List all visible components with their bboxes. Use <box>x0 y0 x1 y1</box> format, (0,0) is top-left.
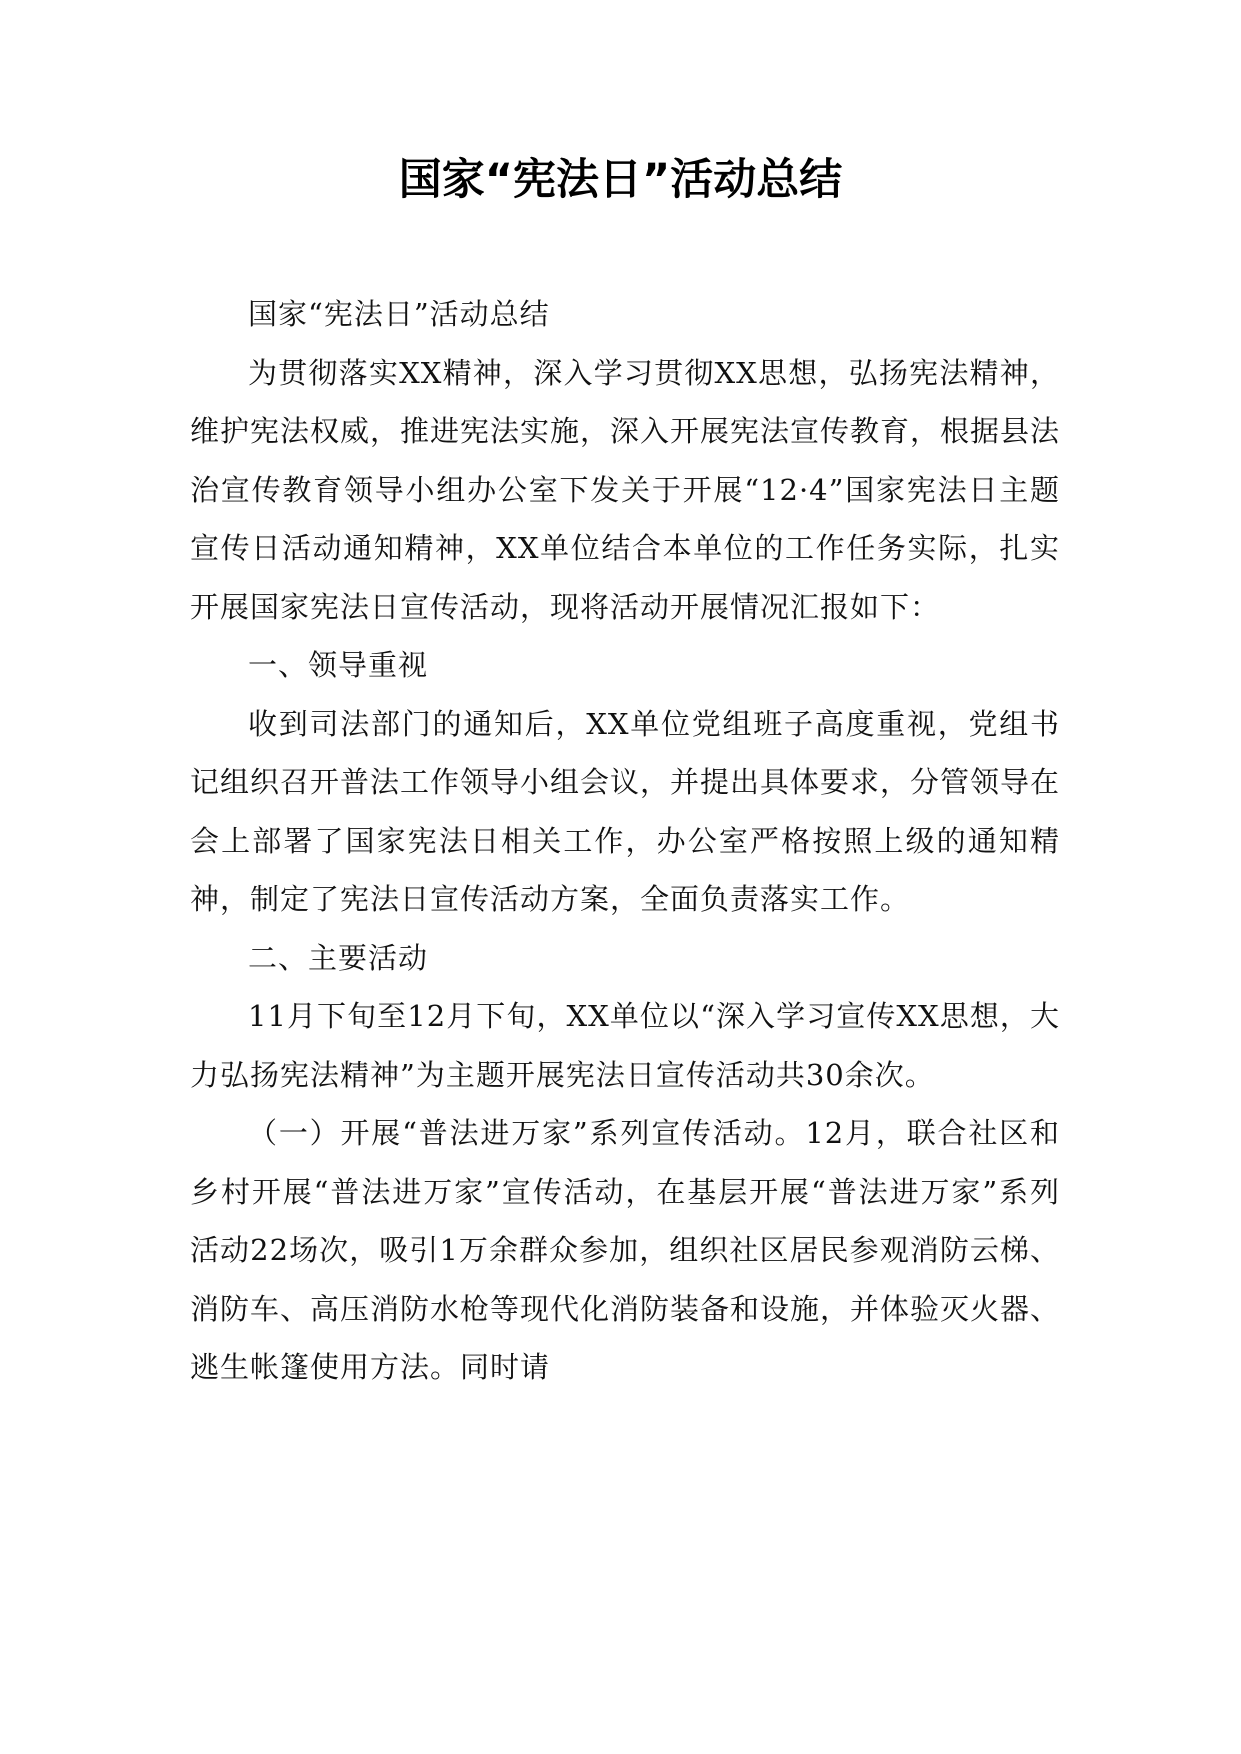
paragraph-activity-one: （一）开展“普法进万家”系列宣传活动。12月，联合社区和乡村开展“普法进万家”宣传活动，在基层开展“普法进万家”系列活动22场次，吸引1万余群众参加，组织社区居民参观消防云梯、消防车、高压消防水枪等现代化消防装备和设施，并体验灭火器、逃生帐篷使用方法。同时请 <box>190 1116 1061 1384</box>
paragraph-intro: 为贯彻落实XX精神，深入学习贯彻XX思想，弘扬宪法精神，维护宪法权威，推进宪法实施，深入开展宪法宣传教育，根据县法治宣传教育领导小组办公室下发关于开展“12·4”国家宪法日主题宣传日活动通知精神，XX单位结合本单位的工作任务实际，扎实开展国家宪法日宣传活动，现将活动开展情况汇报如下： <box>190 355 1061 624</box>
paragraph-subtitle: 国家“宪法日”活动总结 <box>248 297 550 331</box>
document-title: 国家“宪法日”活动总结 <box>398 155 843 205</box>
document-body <box>190 285 1060 1397</box>
section-heading-leadership: 一、领导重视 <box>248 648 429 682</box>
paragraph-leadership: 收到司法部门的通知后，XX单位党组班子高度重视，党组书记组织召开普法工作领导小组会议，并提出具体要求，分管领导在会上部署了国家宪法日相关工作，办公室严格按照上级的通知精神，制定了宪法日宣传活动方案，全面负责落实工作。 <box>190 706 1061 916</box>
paragraph-activities-summary: 11月下旬至12月下旬，XX单位以“深入学习宣传XX思想，大力弘扬宪法精神”为主题开展宪法日宣传活动共30余次。 <box>190 999 1060 1092</box>
section-heading-activities: 二、主要活动 <box>248 940 429 975</box>
